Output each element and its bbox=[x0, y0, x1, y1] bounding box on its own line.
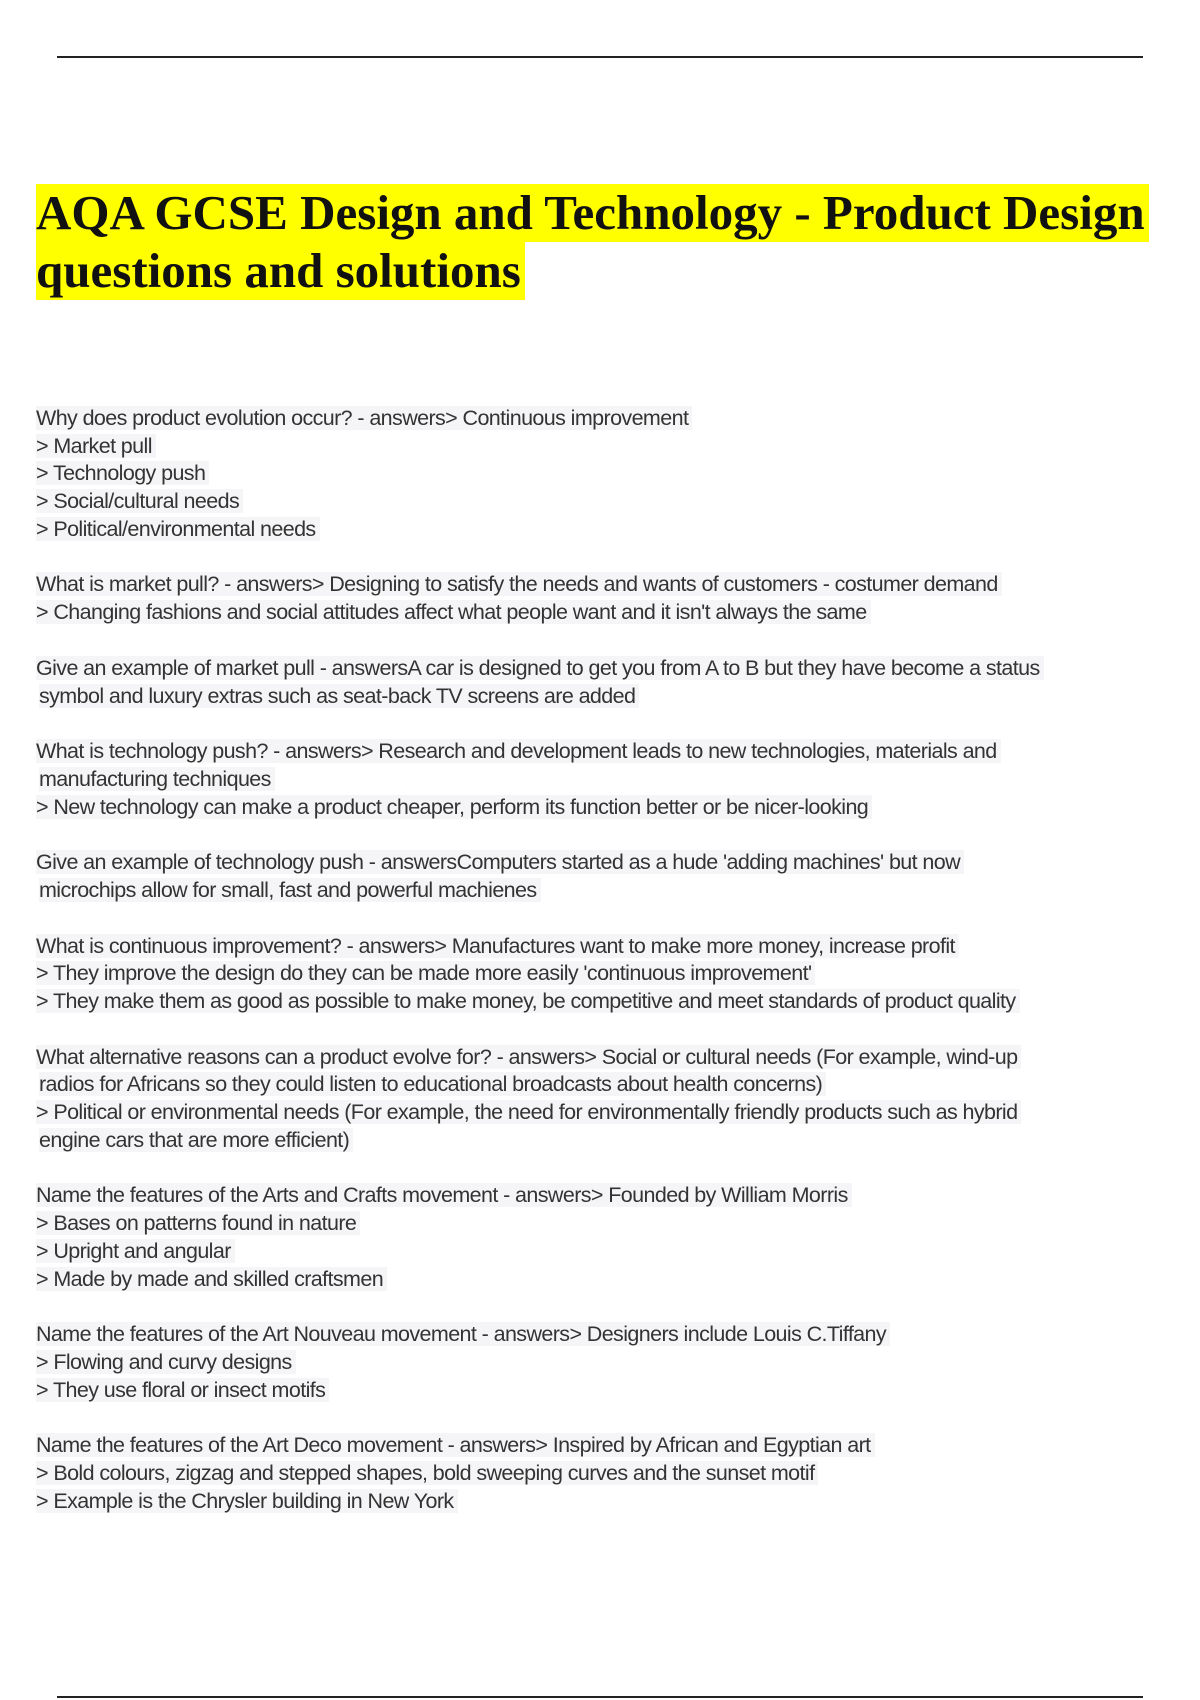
qa-line: > Political or environmental needs (For example, the need for environmentally friendly products such as hybrid bbox=[36, 1099, 1166, 1127]
qa-line: manufacturing techniques bbox=[36, 766, 1166, 794]
qa-line: > They use floral or insect motifs bbox=[36, 1377, 1166, 1405]
qa-line: What alternative reasons can a product evolve for? - answers> Social or cultural needs (For example, wind-up bbox=[36, 1044, 1166, 1072]
qa-line: > They make them as good as possible to make money, be competitive and meet standards of product quality bbox=[36, 988, 1166, 1016]
qa-item bbox=[36, 571, 1166, 626]
qa-item bbox=[36, 1321, 1166, 1404]
qa-line: > Bold colours, zigzag and stepped shapes, bold sweeping curves and the sunset motif bbox=[36, 1460, 1166, 1488]
qa-item bbox=[36, 1182, 1166, 1293]
qa-item bbox=[36, 933, 1166, 1016]
qa-line: Name the features of the Arts and Crafts movement - answers> Founded by William Morris bbox=[36, 1182, 1166, 1210]
qa-item bbox=[36, 1044, 1166, 1155]
qa-line: > Bases on patterns found in nature bbox=[36, 1210, 1166, 1238]
qa-line: symbol and luxury extras such as seat-back TV screens are added bbox=[36, 683, 1166, 711]
qa-item bbox=[36, 405, 1166, 543]
qa-line: > Social/cultural needs bbox=[36, 488, 1166, 516]
qa-item bbox=[36, 1432, 1166, 1515]
qa-line: microchips allow for small, fast and powerful machienes bbox=[36, 877, 1166, 905]
qa-line: Give an example of market pull - answersA car is designed to get you from A to B but they have become a status bbox=[36, 655, 1166, 683]
qa-line: Name the features of the Art Nouveau movement - answers> Designers include Louis C.Tiffany bbox=[36, 1321, 1166, 1349]
qa-line: > Upright and angular bbox=[36, 1238, 1166, 1266]
title-line-2: questions and solutions bbox=[36, 242, 525, 300]
qa-line: Give an example of technology push - answersComputers started as a hude 'adding machines' but now bbox=[36, 849, 1166, 877]
title-line-1: AQA GCSE Design and Technology - Product Design bbox=[36, 184, 1149, 242]
qa-line: > They improve the design do they can be made more easily 'continuous improvement' bbox=[36, 960, 1166, 988]
qa-line: > Political/environmental needs bbox=[36, 516, 1166, 544]
qa-line: > Changing fashions and social attitudes affect what people want and it isn't always the same bbox=[36, 599, 1166, 627]
qa-line: Name the features of the Art Deco movement - answers> Inspired by African and Egyptian art bbox=[36, 1432, 1166, 1460]
qa-line: radios for Africans so they could listen to educational broadcasts about health concerns) bbox=[36, 1071, 1166, 1099]
qa-line: > Technology push bbox=[36, 460, 1166, 488]
qa-line: What is market pull? - answers> Designing to satisfy the needs and wants of customers - costumer demand bbox=[36, 571, 1166, 599]
qa-line: Why does product evolution occur? - answers> Continuous improvement bbox=[36, 405, 1166, 433]
top-rule bbox=[57, 56, 1143, 58]
qa-item bbox=[36, 849, 1166, 904]
qa-line: What is continuous improvement? - answers> Manufactures want to make more money, increase profit bbox=[36, 933, 1166, 961]
qa-line: > Example is the Chrysler building in New York bbox=[36, 1488, 1166, 1516]
qa-line: > Market pull bbox=[36, 433, 1166, 461]
qa-line: engine cars that are more efficient) bbox=[36, 1127, 1166, 1155]
bottom-rule bbox=[57, 1696, 1143, 1698]
qa-item bbox=[36, 655, 1166, 710]
qa-line: > Flowing and curvy designs bbox=[36, 1349, 1166, 1377]
qa-list bbox=[36, 405, 1166, 1543]
qa-line: What is technology push? - answers> Research and development leads to new technologies, materials and bbox=[36, 738, 1166, 766]
page-title bbox=[36, 184, 1166, 300]
qa-line: > Made by made and skilled craftsmen bbox=[36, 1266, 1166, 1294]
qa-item bbox=[36, 738, 1166, 821]
qa-line: > New technology can make a product cheaper, perform its function better or be nicer-looking bbox=[36, 794, 1166, 822]
